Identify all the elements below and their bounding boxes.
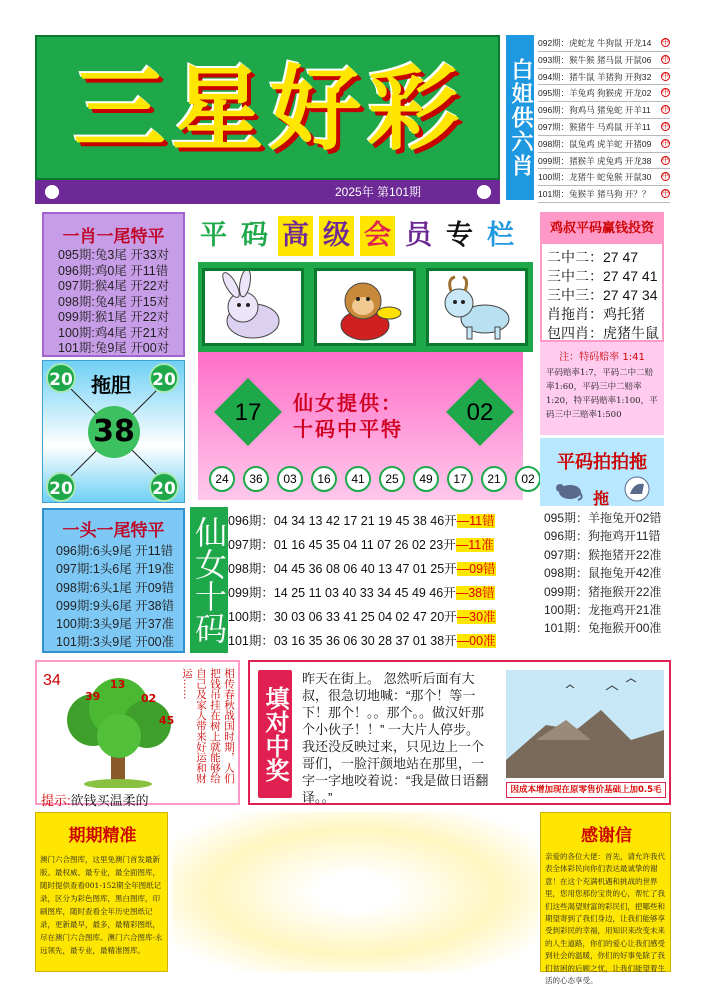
story-text: 昨天在街上。 忽然听后面有大叔，很急切地喊：“那个！等一下！那个！。。那个。。做汉奸那个小伙子！！” 一大片人停步。 我还没反映过来，只见边上一个哥们，一脸汗颜地站在那里，一字一字地咬着说：“我是做日语翻译。。”: [302, 671, 489, 805]
history-row: [538, 69, 670, 86]
member-header-char: 码: [237, 216, 272, 256]
hit-mark: 中: [662, 122, 669, 130]
story-panel: [248, 660, 671, 805]
history-row: [538, 153, 670, 170]
fairy-text-line: 十码中平特: [293, 417, 403, 441]
issue-date: 2025年 第101期: [335, 185, 422, 199]
paipai-row: 099期：猪拖猴开22准: [544, 584, 662, 599]
yixiao-title: 一肖一尾特平: [62, 227, 165, 247]
history-text: 096期：狗鸡马 猪兔蛇 开羊11: [538, 105, 651, 116]
dan-center-number: 38: [88, 406, 140, 458]
jishu-row: 三中三：27 47 34: [547, 287, 658, 303]
xie-title: 感谢信: [581, 826, 632, 846]
yixiao-row: 095期:兔3尾 开33对: [58, 248, 170, 262]
horse-icon: [622, 476, 652, 502]
hit-mark: 中: [662, 190, 669, 198]
jing-text: 澳门六合图库，这里免澳门首发最新版、最权威、最专业，最全面图库，随时提供查看001-152期全年图纸记录，区分为彩色图库，黑白图库，印刷图库，随时查看全年历史图纸记录，更新最早，最多，最精彩图纸，尽在澳门六合图库。澳门六合图库-永远领先，最专业，最精准图库。: [40, 855, 163, 955]
yitou-row: 101期:3头9尾 开00准: [56, 635, 175, 650]
history-text: 098期：鼠兔鸡 虎羊蛇 开猪09: [538, 138, 652, 149]
jishu-row: 包四肖：虎猪牛鼠: [547, 325, 659, 341]
yixiao-row: 097期:猴4尾 开22对: [58, 279, 170, 293]
fairy-ball: 25: [379, 466, 405, 492]
fairy-ball: 41: [345, 466, 371, 492]
history-text: 095期：羊兔鸡 狗猴虎 开龙02: [538, 88, 652, 99]
dot-icon: [477, 185, 491, 199]
jing-title: 期期精准: [68, 826, 137, 846]
yixiao-row: 098期:兔4尾 开15对: [58, 294, 170, 309]
hit-mark: 中: [662, 139, 669, 147]
date-bar: [35, 180, 500, 204]
money-tree-icon: [53, 676, 183, 788]
fairy-ball: 21: [481, 466, 507, 492]
fairy-row: [228, 581, 533, 605]
yitou-row: 099期:9头6尾 开38错: [56, 598, 175, 613]
dan-ball: 20: [46, 472, 76, 502]
dan-ball: 20: [46, 363, 76, 393]
dot-icon: [45, 185, 59, 199]
member-header-char: 高: [278, 216, 313, 256]
fairy-ball: 16: [311, 466, 337, 492]
fairy-side-label: 仙女十码: [190, 507, 228, 653]
member-header-char: 员: [401, 216, 436, 256]
fairy-ball: 17: [447, 466, 473, 492]
fairy-left-number: 17: [234, 399, 262, 426]
dan-ball: 20: [149, 363, 179, 393]
odds-text: 平码赔率1:7，平码二中二赔率1:60，平码三中二赔率1:20，特平码赔率1:100，平码三中三赔率1:500: [546, 368, 658, 420]
yixiao-row: 096期:鸡0尾 开11错: [58, 263, 169, 278]
jishu-row: 二中二：27 47: [547, 249, 639, 265]
jishu-panel: [540, 212, 664, 342]
yitou-row: 097期:1头6尾 开19准: [56, 562, 175, 577]
center-glow: [172, 812, 538, 972]
history-row: [538, 186, 670, 203]
paipai-row: 096期：狗拖鸡开11错: [544, 529, 661, 544]
fairy-row-result: —30准: [456, 610, 496, 624]
fairy-row-numbers: 096期：04 34 13 42 17 21 19 45 38 46开: [228, 514, 457, 528]
tree-panel: [35, 660, 240, 808]
goat-icon: [426, 268, 528, 346]
fairy-row-numbers: 099期：14 25 11 03 40 33 34 45 49 46开: [228, 586, 456, 600]
tree-fruit: 39: [85, 690, 101, 703]
tree-fruit: 13: [110, 678, 126, 691]
member-header-char: 栏: [483, 216, 518, 256]
member-header-char: 专: [442, 216, 477, 256]
monkey-icon: [314, 268, 416, 346]
page-title: 三星好彩: [73, 56, 466, 163]
tree-legend: 相传春秋战国时期，人们把钱吊挂在树上就能够给自己及家人带来好运和财运……: [181, 668, 235, 784]
history-text: 093期：猴牛猴 猪马鼠 开鼠06: [538, 54, 652, 65]
history-row: [538, 52, 670, 69]
hit-mark: 中: [662, 55, 669, 63]
tree-fruit: 45: [159, 714, 175, 727]
history-list: [538, 35, 670, 203]
yixiao-panel: [42, 212, 185, 357]
member-header-char: 级: [319, 216, 354, 256]
jing-panel: [35, 812, 168, 972]
yitou-list: [56, 542, 174, 652]
fairy-ball: 02: [515, 466, 541, 492]
hit-mark: 中: [662, 39, 669, 46]
dan-ball: 20: [149, 472, 179, 502]
zodiac-pictures: [198, 262, 533, 352]
fairy-text: [293, 390, 403, 442]
fairy-row-result: —11准: [455, 538, 494, 552]
paipai-row: 101期：兔拖猴开00准: [544, 621, 662, 636]
fairy-row-result: —09错: [456, 562, 496, 576]
paipai-row: 097期：猴拖猪开22准: [544, 547, 662, 562]
yitou-row: 100期:3头9尾 开37准: [56, 617, 175, 632]
fairy-row: [228, 557, 533, 581]
fairy-row-numbers: 101期：03 16 35 36 06 30 28 37 01 38开: [228, 634, 457, 648]
rabbit-icon: [202, 268, 304, 346]
member-header-char: 会: [360, 216, 395, 256]
fairy-row-result: —00准: [456, 634, 496, 648]
fairy-ball: 24: [209, 466, 235, 492]
fairy-ball: 36: [243, 466, 269, 492]
paipai-row: 100期：龙拖鸡开21准: [544, 602, 662, 617]
history-text: 097期：猴猪牛 马鸡鼠 开羊11: [538, 121, 651, 132]
fairy-row-numbers: 100期：30 03 06 33 41 25 04 02 47 20开: [228, 610, 457, 624]
history-row: [538, 169, 670, 186]
tree-hint: [41, 790, 149, 809]
fairy-ball: 03: [277, 466, 303, 492]
story-tag: 填对中奖: [258, 670, 292, 798]
paipai-title: 平码拍拍拖: [557, 452, 647, 473]
history-row: [538, 136, 670, 153]
tree-hint-label: 提示:: [41, 793, 71, 808]
fairy-history-list: [228, 509, 533, 653]
xie-text: 亲爱的各位大佬：首先，请允许我代表全体彩民向你们表达最诚挚的谢意！在这个充满机遇和挑战的世界里，您用您那份宝贵的心，帮忙了我们这些渴望财富的彩民们，把哪些和期望寄到了我们身边，让我们能够享受到彩民的幸福，用知识来改变未来的人生道路，你们的爱心让我们感受到社会的温暖，你们的好事免除了我们贫困的后顾之忧，让我们能望着生活的心态享受。: [545, 852, 665, 986]
paipai-row: 095期：羊拖兔开02错: [544, 511, 662, 525]
fairy-right-number: 02: [466, 399, 494, 426]
history-text: 094期：猪牛鼠 羊猪狗 开狗32: [538, 71, 652, 82]
yixiao-row: 100期:鸡4尾 开21对: [58, 325, 170, 340]
member-header: [196, 212, 526, 260]
history-text: 101期：兔猴羊 猪马狗 开？？: [538, 189, 651, 200]
tree-hint-text: 欲钱买温柔的: [70, 793, 149, 808]
yixiao-list: [58, 248, 183, 357]
jishu-row: 肖拖肖：鸡托猪: [547, 306, 645, 322]
fairy-row: [228, 629, 533, 653]
fairy-row-numbers: 097期：01 16 45 35 04 11 07 26 02 23开: [228, 538, 456, 552]
dan-label: 拖胆: [91, 373, 131, 397]
tree-fruit: 02: [141, 692, 157, 705]
fairy-row: [228, 605, 533, 629]
odds-title: 注：特码赔率 1:41: [559, 352, 645, 363]
tree-number: 34: [43, 672, 61, 689]
history-row: [538, 85, 670, 102]
hit-mark: 中: [662, 106, 669, 114]
dan-panel: [42, 360, 185, 503]
history-row: [538, 119, 670, 136]
history-text: 092期：虎蛇龙 牛狗鼠 开龙14: [538, 38, 652, 48]
fairy-row-numbers: 098期：04 45 36 08 06 40 13 47 01 25开: [228, 562, 457, 576]
hit-mark: 中: [662, 173, 669, 181]
history-row: [538, 35, 670, 52]
hit-mark: 中: [662, 156, 669, 164]
side-tag: 白姐供六肖: [506, 35, 534, 200]
fairy-ball: 49: [413, 466, 439, 492]
yitou-row: 098期:6头1尾 开09错: [56, 580, 175, 595]
history-text: 099期：猪猴羊 虎兔鸡 开龙38: [538, 155, 652, 166]
odds-panel: [540, 342, 664, 435]
jishu-list: [547, 248, 659, 343]
fairy-row: [228, 509, 533, 533]
hit-mark: 中: [662, 72, 669, 80]
fairy-row-result: —38错: [455, 586, 495, 600]
fairy-text-line: 仙女提供：: [293, 391, 403, 415]
xie-panel: [540, 812, 671, 986]
paipai-row: 098期：鼠拖兔开42准: [544, 566, 662, 581]
yitou-row: 096期:6头9尾 开11错: [56, 544, 174, 558]
title-banner: [35, 35, 500, 180]
jishu-title: 鸡叔平码赢钱投资: [542, 214, 662, 244]
bird-rock-picture: [506, 670, 664, 778]
paipai-list: [544, 509, 661, 638]
fairy-row-result: —11错: [456, 514, 495, 528]
hit-mark: 中: [662, 89, 669, 97]
yixiao-row: 101期:兔9尾 开00对: [58, 341, 170, 355]
story-caption: 因成本增加现在原零售价基础上加0.5毛: [506, 782, 666, 798]
yitou-title: 一头一尾特平: [62, 521, 165, 541]
rat-icon: [554, 478, 584, 502]
history-text: 100期：龙猪牛 蛇兔猴 开鼠30: [538, 172, 652, 183]
yixiao-row: 099期:猴1尾 开22对: [58, 310, 170, 324]
history-row: [538, 102, 670, 119]
fairy-row: [228, 533, 533, 557]
member-header-char: 平: [196, 216, 231, 256]
tuo-label: 拖: [593, 489, 610, 508]
jishu-row: 三中二：27 47 41: [547, 268, 658, 284]
yitou-panel: [42, 508, 185, 653]
paipai-panel: [540, 438, 664, 506]
